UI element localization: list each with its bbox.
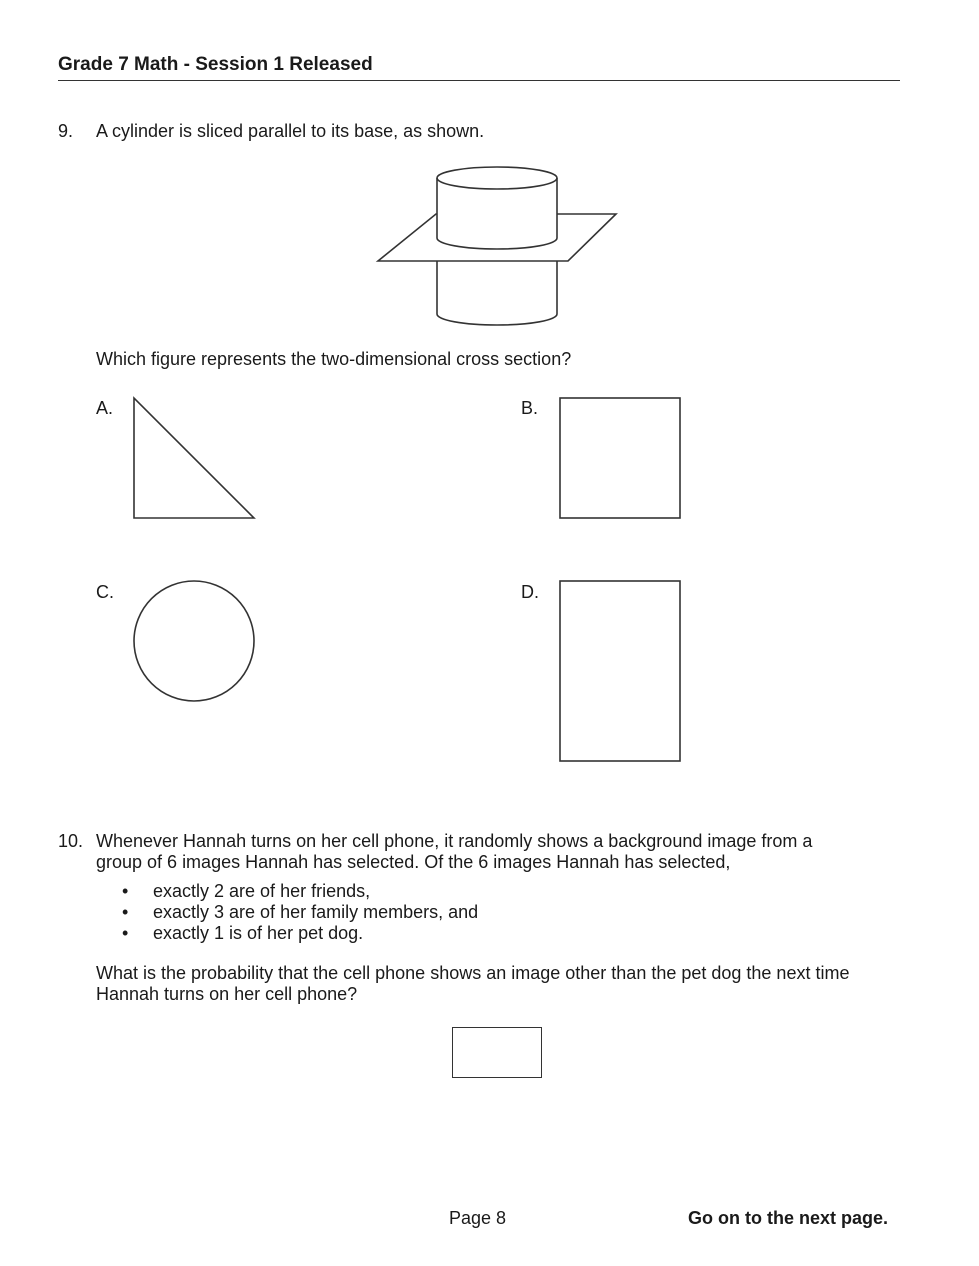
- list-item: • exactly 2 are of her friends,: [122, 881, 371, 901]
- list-item: • exactly 3 are of her family members, and: [122, 902, 479, 922]
- list-item: • exactly 1 is of her pet dog.: [122, 923, 364, 943]
- question-10-question-line-1: What is the probability that the cell phone shows an image other than the pet dog the next time: [96, 963, 850, 983]
- question-10-stem-line-1: Whenever Hannah turns on her cell phone, it randomly shows a background image from a: [96, 831, 813, 851]
- go-on-next-page: Go on to the next page.: [688, 1208, 889, 1228]
- option-d-rectangle-icon: [559, 580, 683, 764]
- question-9-prompt: Which figure represents the two-dimensional cross section?: [96, 349, 572, 369]
- cylinder-bottom-arc: [437, 314, 557, 325]
- question-9-stem: A cylinder is sliced parallel to its base, as shown.: [96, 121, 485, 141]
- answer-input-box[interactable]: [452, 1027, 542, 1078]
- option-b-square-icon: [559, 397, 683, 520]
- header-divider: [58, 80, 900, 81]
- bullet-icon: •: [122, 881, 129, 901]
- option-d-letter: D.: [521, 582, 539, 602]
- page-number: Page 8: [449, 1208, 507, 1228]
- option-b-letter: B.: [521, 398, 539, 418]
- option-a-letter: A.: [96, 398, 114, 418]
- page-header-title: Grade 7 Math - Session 1 Released: [58, 54, 373, 75]
- question-10-stem-line-2: group of 6 images Hannah has selected. Of the 6 images Hannah has selected,: [96, 852, 731, 872]
- question-10-question-line-2: Hannah turns on her cell phone?: [96, 984, 358, 1004]
- cylinder-slice-figure: [370, 160, 630, 335]
- option-c-letter: C.: [96, 582, 114, 602]
- question-10-number: 10.: [58, 831, 84, 851]
- bullet-icon: •: [122, 902, 129, 922]
- bullet-icon: •: [122, 923, 129, 943]
- question-9-number: 9.: [58, 121, 74, 141]
- option-a-triangle-icon: [133, 397, 257, 520]
- question-10-bullet-list: [122, 881, 478, 944]
- option-c-circle-icon: [133, 580, 257, 704]
